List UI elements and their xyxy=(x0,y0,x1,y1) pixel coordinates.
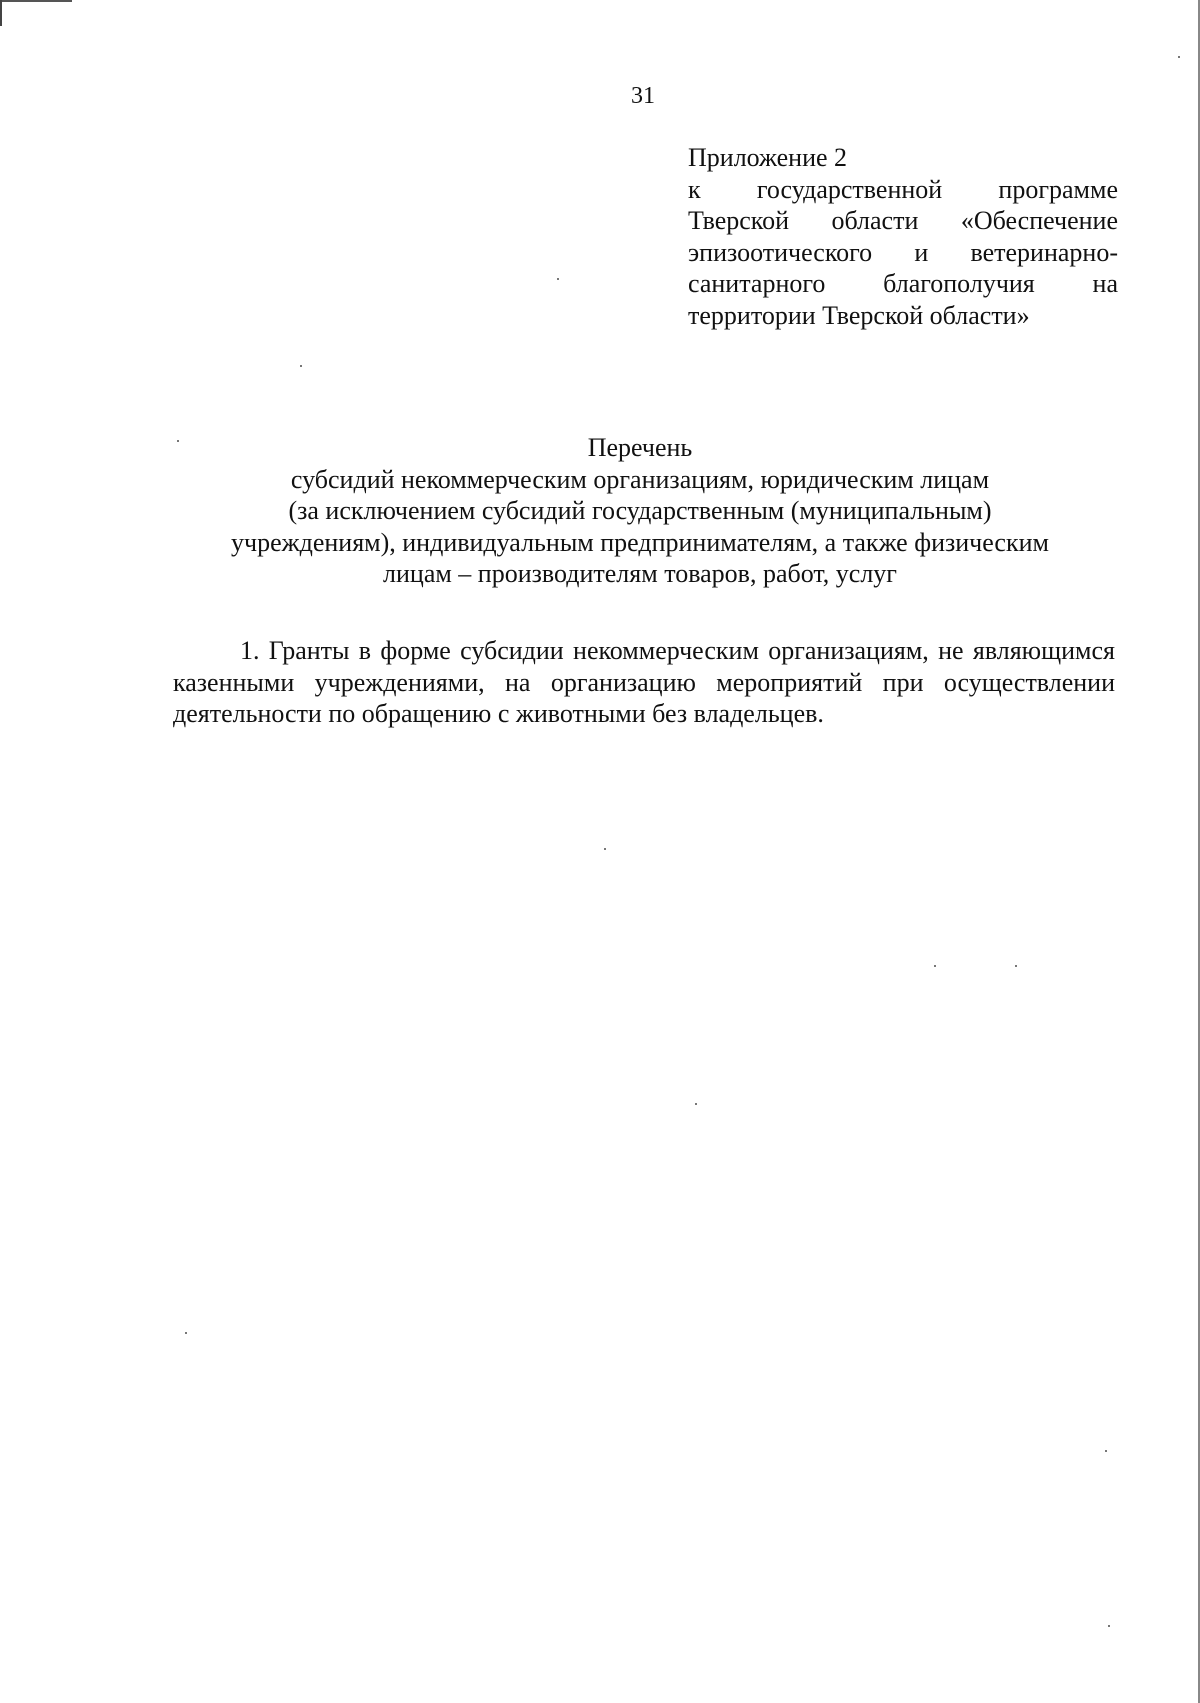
scan-speck xyxy=(185,1332,187,1334)
scan-speck xyxy=(177,440,179,442)
appendix-title: Приложение 2 xyxy=(688,143,848,172)
scan-edge-left xyxy=(0,0,2,26)
scan-speck xyxy=(557,278,559,280)
heading-line: (за исключением субсидий государственным (муниципальным) xyxy=(288,496,992,525)
scan-speck xyxy=(1178,56,1180,58)
heading-line: учреждениям), индивидуальным предпринимателям, а также физическим xyxy=(231,527,1049,557)
page-number: 31 xyxy=(631,83,655,109)
heading-title: Перечень xyxy=(587,433,693,462)
scan-speck xyxy=(1105,1450,1107,1452)
scan-speck xyxy=(934,965,936,967)
scan-speck xyxy=(604,848,606,850)
scan-speck xyxy=(300,365,302,367)
scan-speck xyxy=(1108,1625,1110,1627)
list-item: 1. Гранты в форме субсидии некоммерческим организациям, не являющимся казенными учреждениями, на организацию мероприятий при осуществлении деятельности по обращению с животными без владельцев. xyxy=(173,636,1115,728)
scan-speck xyxy=(1015,965,1017,967)
scan-edge-top xyxy=(0,0,72,2)
heading-line: субсидий некоммерческим организациям, юридическим лицам xyxy=(290,464,990,494)
document-heading xyxy=(170,432,1110,590)
scan-speck xyxy=(695,1103,697,1105)
appendix-body: к государственной программе Тверской области «Обеспечение эпизоотического и ветеринарно-санитарного благополучия на территории Тверской области» xyxy=(688,174,1118,330)
heading-line: лицам – производителям товаров, работ, услуг xyxy=(383,559,897,588)
appendix-block xyxy=(688,142,1118,331)
